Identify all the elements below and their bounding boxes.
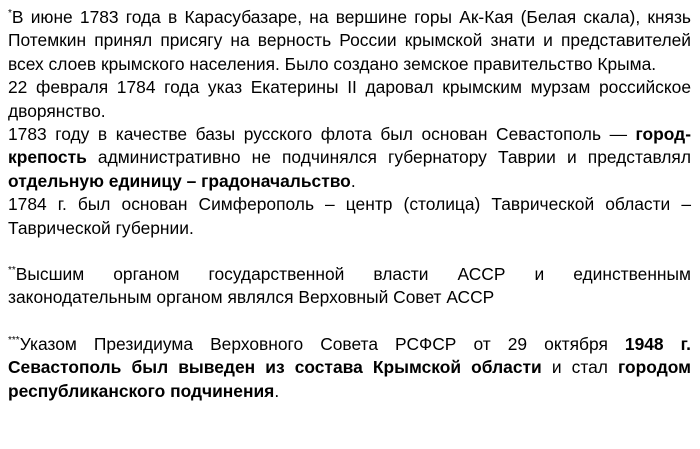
paragraph-text: . — [350, 170, 356, 191]
paragraph-text: Высшим органом государственной власти АССР и единственным законодательным органом являлся Верховный Совет АССР — [8, 264, 691, 308]
paragraph-text: 22 февраля 1784 года указ Екатерины II даровал крымским мурзам российское дворянство. — [8, 77, 691, 121]
paragraph-sevastopol-founded — [8, 123, 691, 193]
paragraph-decree-1784 — [8, 76, 691, 123]
paragraph-sevastopol-1948 — [8, 333, 691, 403]
paragraph-crimea-oath — [8, 6, 691, 76]
paragraph-supreme-council — [8, 263, 691, 310]
paragraph-simferopol-founded — [8, 193, 691, 240]
paragraph-text: . — [274, 380, 280, 401]
paragraph-text: 1784 г. был основан Симферополь – центр (столица) Таврической области – Таврической губернии. — [8, 194, 691, 238]
bold-text: отдельную единицу – градоначальство — [8, 170, 351, 191]
footnote-mark: *** — [8, 334, 20, 346]
paragraph-text: В июне 1783 года в Карасубазаре, на вершине горы Ак-Кая (Белая скала), князь Потемкин принял присягу на верность России крымской знати и представителей всех слоев крымского населения. Было создано земское правительство Крыма. — [8, 7, 691, 74]
paragraph-text: и стал — [541, 357, 619, 378]
paragraph-text: 1783 году в качестве базы русского флота был основан Севастополь — — [8, 124, 636, 145]
footnote-mark: ** — [8, 265, 16, 277]
bold-text: 1948 г. Севастополь был выведен из состава Крымской области — [8, 333, 691, 378]
bold-text: город-крепость — [8, 124, 691, 168]
spacer — [8, 310, 691, 333]
bold-text: городом республиканского подчинения — [8, 357, 691, 401]
paragraph-text: Указом Президиума Верховного Совета РСФСР от 29 октября — [19, 333, 625, 354]
paragraph-text: административно не подчинялся губернатору Таврии и представлял — [86, 147, 691, 168]
footnote-mark: * — [8, 8, 12, 19]
spacer — [8, 240, 691, 263]
